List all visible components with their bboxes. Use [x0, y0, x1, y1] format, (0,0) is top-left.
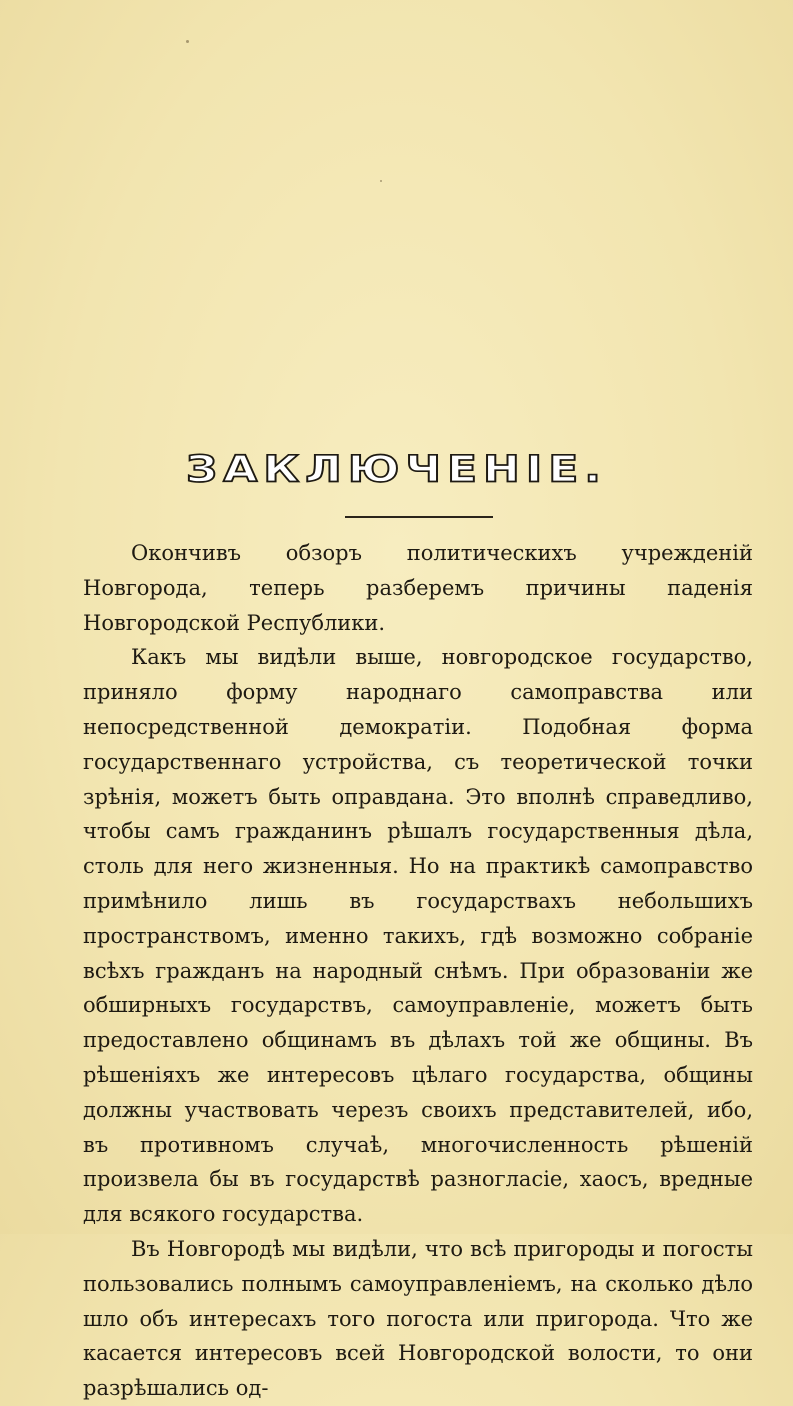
title-divider: [345, 516, 493, 518]
paper-speck: [186, 40, 189, 43]
paragraph-3: Въ Новгородѣ мы видѣли, что всѣ пригороды и погосты пользовались полнымъ самоуправленіемъ, на сколько дѣло шло объ интересахъ того погоста или пригорода. Что же касается интересовъ всей Новгородской волости, то они разрѣшались од-: [83, 1236, 753, 1401]
paragraph-1: Окончивъ обзоръ политическихъ учрежденій Новгорода, теперь разберемъ причины паденія Новгородской Республики.: [83, 541, 753, 635]
body-text: [83, 536, 753, 1406]
paragraph-2: Какъ мы видѣли выше, новгородское государство, приняло форму народнаго самоправства или непосредственной демократіи. Подобная форма государственнаго устройства, съ теоретической точки зрѣнія, можетъ быть оправдана. Это вполнѣ справедливо, чтобы самъ гражданинъ рѣшалъ государственныя дѣла, столь для него жизненныя. Но на практикѣ самоправство примѣнило лишь въ государствахъ небольшихъ пространствомъ, именно такихъ, гдѣ возможно собраніе всѣхъ гражданъ на народный снѣмъ. При образованіи же обширныхъ государствъ, самоуправленіе, можетъ быть предоставлено общинамъ въ дѣлахъ той же общины. Въ рѣшеніяхъ же интересовъ цѣлаго государства, общины должны участвовать черезъ своихъ представителей, ибо, въ противномъ случаѣ, многочисленность рѣшеній произвела бы въ государствѣ разногласіе, хаосъ, вредные для всякого государства.: [83, 645, 753, 1227]
chapter-heading: [0, 440, 793, 500]
chapter-title: ЗАКЛЮЧЕНІЕ.: [185, 448, 608, 491]
paper-speck: [380, 180, 382, 182]
